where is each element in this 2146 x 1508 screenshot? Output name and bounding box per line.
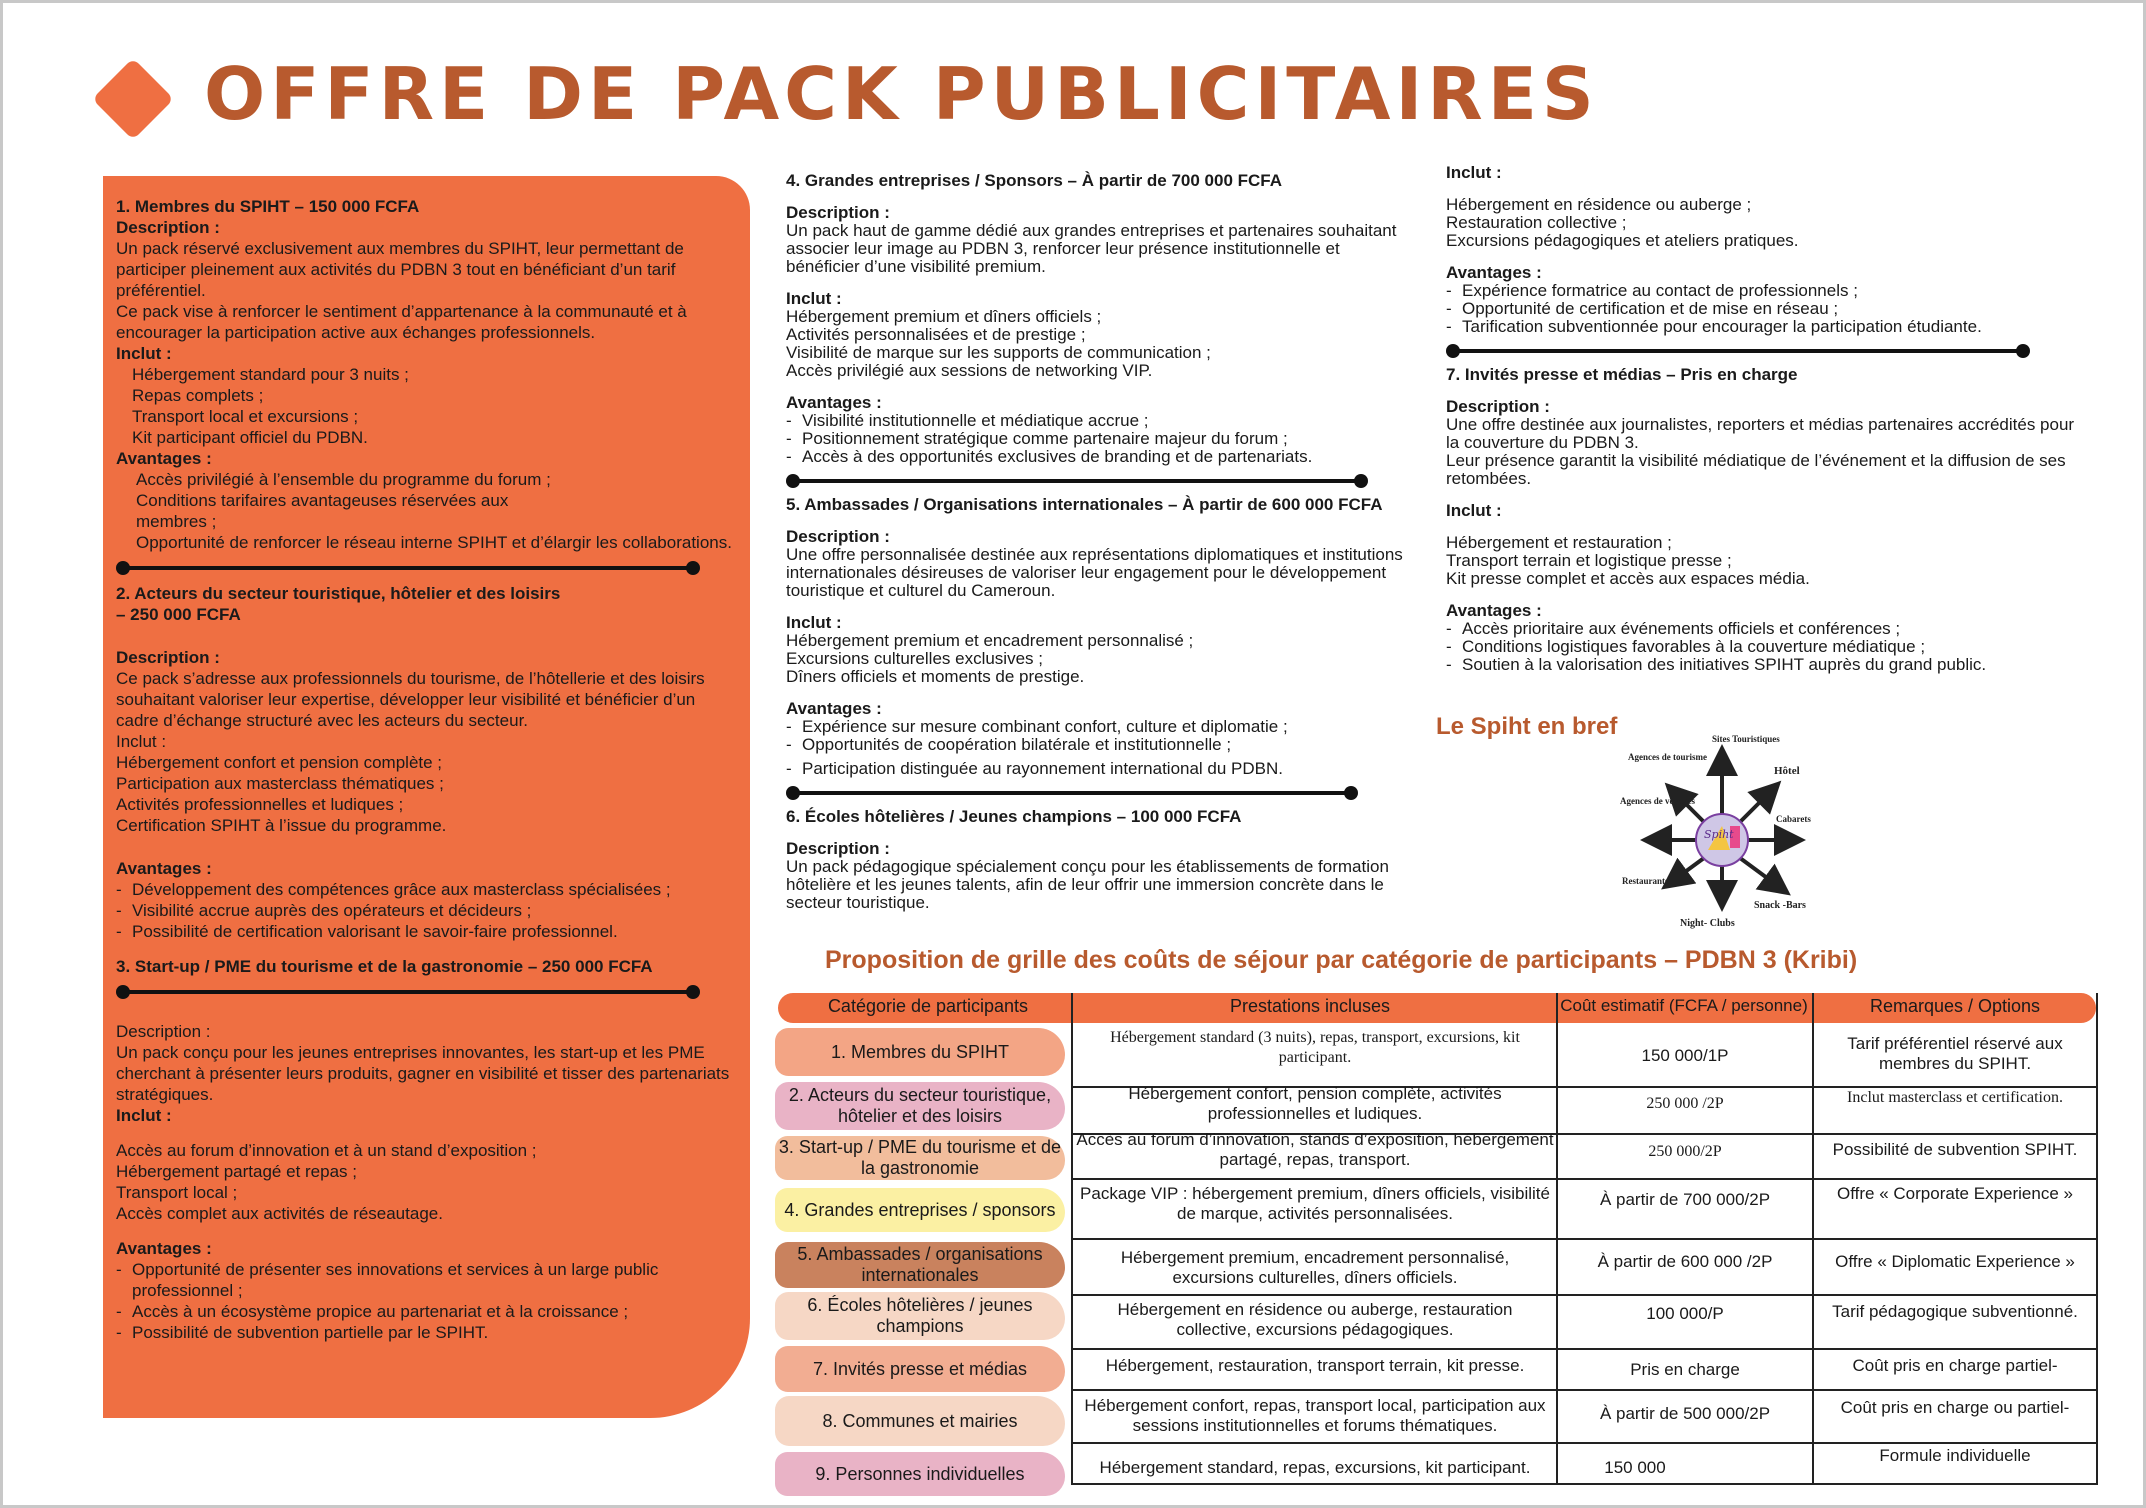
remarque-cell: Inclut masterclass et certification. (1847, 1089, 2063, 1106)
pack3-inclut-item: Accès au forum d’innovation et à un stand d’exposition ; (116, 1141, 537, 1160)
pack1-avantage-item: Accès privilégié à l’ensemble du programme du forum ; (136, 470, 551, 489)
pack3-avantage-item: - Opportunité de présenter ses innovations et services à un large public professionnel ; (116, 1259, 736, 1301)
category-cell: 6. Écoles hôtelières / jeunes champions (775, 1292, 1065, 1340)
separator (1446, 340, 2030, 362)
pack2-avantages-label: Avantages : (116, 859, 212, 878)
left-column (116, 196, 736, 1343)
grid-title: Proposition de grille des coûts de séjour par catégorie de participants – PDBN 3 (Kribi) (825, 946, 1858, 974)
pack1-inclut-item: Repas complets ; (132, 386, 264, 405)
pack7-desc1: Une offre destinée aux journalistes, reporters et médias partenaires accrédités pour la couverture du PDBN 3. (1446, 415, 2075, 452)
pack6-inclut-label: Inclut : (1446, 163, 1502, 182)
category-cell: 3. Start-up / PME du tourisme et de la gastronomie (775, 1136, 1065, 1180)
table-hline (1071, 1238, 2098, 1240)
pack5-inclut-item: Excursions culturelles exclusives ; (786, 649, 1043, 668)
pack7-desc-label: Description : (1446, 397, 1550, 416)
category-cell: 5. Ambassades / organisations internationales (775, 1242, 1065, 1288)
pack6-heading: 6. Écoles hôtelières / Jeunes champions – 100 000 FCFA (786, 807, 1242, 826)
label-agences-voyages: Agences de voyages (1620, 796, 1695, 806)
label-sites: Sites Touristiques (1712, 734, 1780, 744)
pack7-avantage-item: - Accès prioritaire aux événements officiels et conférences ; (1446, 620, 2086, 638)
pack6-inclut-item: Restauration collective ; (1446, 213, 1627, 232)
pack3-inclut-label: Inclut : (116, 1106, 172, 1125)
separator (786, 782, 1358, 804)
table-hline (1071, 1348, 2098, 1350)
header-prestations: Prestations incluses (1229, 996, 1391, 1016)
prestation-cell: Hébergement standard (3 nuits), repas, transport, excursions, kit participant. (1110, 1029, 1520, 1066)
remarque-cell: Formule individuelle (1879, 1446, 2031, 1465)
pack1-inclut-item: Transport local et excursions ; (132, 407, 359, 426)
cout-cell: À partir de 500 000/2P (1599, 1404, 1771, 1423)
category-cell: 7. Invités presse et médias (775, 1346, 1065, 1392)
pack2-avantage-item: - Possibilité de certification valorisant le savoir-faire professionnel. (116, 921, 736, 942)
label-hotel: Hôtel (1774, 765, 1800, 777)
pack7-inclut-item: Kit presse complet et accès aux espaces média. (1446, 569, 1810, 588)
pack5-avantages-label: Avantages : (786, 699, 882, 718)
middle-column (786, 172, 1416, 912)
header-categorie: Catégorie de participants (827, 996, 1029, 1016)
pack2-inclut-label: Inclut : (116, 732, 167, 751)
pack2-avantage-item: - Développement des compétences grâce aux masterclass spécialisées ; (116, 879, 736, 900)
pack6-avantage-item: - Tarification subventionnée pour encourager la participation étudiante. (1446, 318, 2086, 336)
pack1-avantages-label: Avantages : (116, 449, 212, 468)
pack5-inclut-item: Dîners officiels et moments de prestige. (786, 667, 1085, 686)
pack2-avantage-item: - Visibilité accrue auprès des opérateurs et décideurs ; (116, 900, 736, 921)
label-night: Night- Clubs (1680, 918, 1735, 929)
cout-cell: 150 000 (1604, 1458, 1666, 1477)
pack1-desc1: Un pack réservé exclusivement aux membres du SPIHT, leur permettant de participer pleinement aux activités du PDBN 3 tout en bénéficiant d’un tarif préférentiel. (116, 239, 684, 300)
table-hline (1071, 1294, 2098, 1296)
pack1-inclut-item: Kit participant officiel du PDBN. (132, 428, 368, 447)
pack2-desc-label: Description : (116, 648, 220, 667)
cout-cell: 250 000 /2P (1646, 1095, 1724, 1112)
pack1-avantage-item: Conditions tarifaires avantageuses réservées aux membres ; (136, 491, 509, 531)
pack4-desc-label: Description : (786, 203, 890, 222)
spiht-title: Le Spiht en bref (1436, 713, 1618, 740)
pack3-desc: Un pack conçu pour les jeunes entreprises innovantes, les start-up et les PME cherchant à présenter leurs produits, gagner en visibilité et tisser des partenariats stratégiques. (116, 1043, 730, 1104)
pack3-avantage-item: - Possibilité de subvention partielle par le SPIHT. (116, 1322, 736, 1343)
pack1-desc-label: Description : (116, 218, 220, 237)
prestation-cell: Hébergement confort, repas, transport local, participation aux sessions institutionnelles et forums thématiques. (1084, 1396, 1546, 1435)
pack5-heading: 5. Ambassades / Organisations internationales – À partir de 600 000 FCFA (786, 495, 1383, 514)
pack3-avantages-label: Avantages : (116, 1239, 212, 1258)
prestation-cell: Hébergement confort, pension complète, activités professionnelles et ludiques. (1128, 1084, 1502, 1123)
pack6-desc: Un pack pédagogique spécialement conçu pour les établissements de formation hôtelière et les jeunes talents, afin de leur offrir une immersion concrète dans le secteur touristique. (786, 857, 1389, 912)
pack2-desc: Ce pack s’adresse aux professionnels du tourisme, de l’hôtellerie et des loisirs souhaitant valoriser leur expertise, développer leur visibilité et bénéficier d’un cadre d’échange structuré avec les acteurs du secteur. (116, 669, 705, 730)
remarque-cell: Tarif préférentiel réservé aux membres du SPIHT. (1847, 1034, 2063, 1073)
pack6-avantages-label: Avantages : (1446, 263, 1542, 282)
pack1-avantage-item: Opportunité de renforcer le réseau interne SPIHT et d’élargir les collaborations. (136, 533, 732, 552)
pack4-avantage-item: - Visibilité institutionnelle et médiatique accrue ; (786, 412, 1416, 430)
pack6-inclut-item: Hébergement en résidence ou auberge ; (1446, 195, 1752, 214)
spiht-logo-text: Spiht (1704, 828, 1734, 841)
separator (116, 981, 700, 1003)
pack4-desc: Un pack haut de gamme dédié aux grandes entreprises et partenaires souhaitant associer leur image au PDBN 3, renforcer leur présence institutionnelle et bénéficier d’une visibilité premium. (786, 221, 1397, 276)
pack2-heading-price: – 250 000 FCFA (116, 605, 241, 624)
pack6-inclut-item: Excursions pédagogiques et ateliers pratiques. (1446, 231, 1799, 250)
pack7-avantage-item: - Conditions logistiques favorables à la couverture médiatique ; (1446, 638, 2086, 656)
pack1-heading: 1. Membres du SPIHT – 150 000 FCFA (116, 197, 420, 216)
prestation-cell: Hébergement, restauration, transport terrain, kit presse. (1105, 1356, 1525, 1375)
remarque-cell: Possibilité de subvention SPIHT. (1832, 1140, 2078, 1159)
page-title: OFFRE DE PACK PUBLICITAIRES (204, 52, 1599, 136)
pack4-inclut-item: Visibilité de marque sur les supports de communication ; (786, 343, 1211, 362)
pack3-inclut-item: Accès complet aux activités de réseautage. (116, 1204, 443, 1223)
prestation-cell: Hébergement en résidence ou auberge, restauration collective, excursions pédagogiques. (1117, 1300, 1513, 1339)
cout-cell: 150 000/1P (1641, 1046, 1729, 1065)
pack6-desc-label: Description : (786, 839, 890, 858)
pack3-inclut-item: Hébergement partagé et repas ; (116, 1162, 357, 1181)
pack4-avantage-item: - Positionnement stratégique comme partenaire majeur du forum ; (786, 430, 1416, 448)
pack4-inclut-item: Accès privilégié aux sessions de networking VIP. (786, 361, 1153, 380)
pack2-inclut-item: Hébergement confort et pension complète ; (116, 753, 443, 772)
pack7-inclut-item: Transport terrain et logistique presse ; (1446, 551, 1732, 570)
cout-cell: Pris en charge (1630, 1360, 1740, 1379)
remarque-cell: Tarif pédagogique subventionné. (1832, 1302, 2078, 1321)
pack5-avantage-item: - Participation distinguée au rayonnement international du PDBN. (786, 760, 1416, 778)
pack2-inclut-item: Activités professionnelles et ludiques ; (116, 795, 404, 814)
cout-cell: 100 000/P (1646, 1304, 1724, 1323)
category-cell: 1. Membres du SPIHT (775, 1028, 1065, 1076)
prestation-cell: Hébergement premium, encadrement personnalisé, excursions culturelles, dîners officiels. (1120, 1248, 1510, 1287)
spiht-diagram (1580, 730, 1840, 930)
pack3-desc-label: Description : (116, 1022, 211, 1041)
cout-cell: À partir de 600 000 /2P (1597, 1252, 1773, 1271)
pack7-desc2: Leur présence garantit la visibilité médiatique de l’événement et la diffusion de ses retombées. (1446, 451, 2066, 488)
category-cell: 4. Grandes entreprises / sponsors (775, 1188, 1065, 1232)
remarque-cell: Offre « Diplomatic Experience » (1835, 1252, 2075, 1271)
header-cout: Coût estimatif (FCFA / personne) (1560, 996, 1808, 1015)
category-cell: 9. Personnes individuelles (775, 1452, 1065, 1496)
remarque-cell: Offre « Corporate Experience » (1837, 1184, 2073, 1203)
right-column (1446, 164, 2086, 674)
label-restaurants: Restaurants (1622, 876, 1669, 886)
category-cell: 2. Acteurs du secteur touristique, hôtelier et des loisirs (775, 1082, 1065, 1130)
pack7-avantage-item: - Soutien à la valorisation des initiatives SPIHT auprès du grand public. (1446, 656, 2086, 674)
pack5-avantage-item: - Opportunités de coopération bilatérale et institutionnelle ; (786, 736, 1416, 754)
table-hline (1071, 1483, 2098, 1485)
pack4-heading: 4. Grandes entreprises / Sponsors – À partir de 700 000 FCFA (786, 171, 1283, 190)
pack3-inclut-item: Transport local ; (116, 1183, 238, 1202)
pack7-inclut-label: Inclut : (1446, 501, 1502, 520)
label-cabarets: Cabarets (1776, 814, 1811, 824)
pack1-desc2: Ce pack vise à renforcer le sentiment d’appartenance à la communauté et à encourager la participation active aux échanges professionnels. (116, 302, 687, 342)
pack1-inclut-item: Hébergement standard pour 3 nuits ; (132, 365, 409, 384)
label-agences-tourisme: Agences de tourisme (1628, 752, 1707, 762)
prestation-cell: Package VIP : hébergement premium, dîners officiels, visibilité de marque, activités personnalisées. (1080, 1184, 1550, 1223)
pack4-inclut-label: Inclut : (786, 289, 842, 308)
category-cell: 8. Communes et mairies (775, 1396, 1065, 1446)
pack2-heading: 2. Acteurs du secteur touristique, hôtelier et des loisirs (116, 584, 561, 603)
pack5-desc: Une offre personnalisée destinée aux représentations diplomatiques et institutions internationales désireuses de valoriser leur engagement pour le développement touristique et culturel du Cameroun. (786, 545, 1403, 600)
pack2-inclut-item: Participation aux masterclass thématiques ; (116, 774, 444, 793)
pack5-avantage-item: - Expérience sur mesure combinant confort, culture et diplomatie ; (786, 718, 1416, 736)
header-remarques: Remarques / Options (1869, 996, 2041, 1016)
cout-cell: 250 000/2P (1648, 1143, 1722, 1160)
pack5-inclut-item: Hébergement premium et encadrement personnalisé ; (786, 631, 1194, 650)
pack6-avantage-item: - Opportunité de certification et de mise en réseau ; (1446, 300, 2086, 318)
pack7-heading: 7. Invités presse et médias – Pris en charge (1446, 365, 1798, 384)
pack4-inclut-item: Activités personnalisées et de prestige ; (786, 325, 1086, 344)
pack5-desc-label: Description : (786, 527, 890, 546)
prestation-cell: Hébergement standard, repas, excursions, kit participant. (1099, 1458, 1531, 1477)
pack1-inclut-label: Inclut : (116, 344, 172, 363)
separator (116, 557, 700, 579)
remarque-cell: Coût pris en charge ou partiel- (1840, 1398, 2070, 1417)
pack3-heading: 3. Start-up / PME du tourisme et de la gastronomie – 250 000 FCFA (116, 957, 653, 976)
pack4-avantages-label: Avantages : (786, 393, 882, 412)
table-hline (1071, 1442, 2098, 1444)
pack4-inclut-item: Hébergement premium et dîners officiels ; (786, 307, 1102, 326)
pack4-avantage-item: - Accès à des opportunités exclusives de branding et de partenariats. (786, 448, 1416, 466)
separator (786, 470, 1368, 492)
pack7-avantages-label: Avantages : (1446, 601, 1542, 620)
pack2-inclut-item: Certification SPIHT à l’issue du programme. (116, 816, 447, 835)
pack3-avantage-item: - Accès à un écosystème propice au partenariat et à la croissance ; (116, 1301, 736, 1322)
table-hline (1071, 1389, 2098, 1391)
pack5-inclut-label: Inclut : (786, 613, 842, 632)
pack6-avantage-item: - Expérience formatrice au contact de professionnels ; (1446, 282, 2086, 300)
prestation-cell: Accès au forum d’innovation, stands d’exposition, hébergement partagé, repas, transport. (1076, 1130, 1554, 1169)
cout-cell: À partir de 700 000/2P (1599, 1190, 1771, 1209)
table-hline (1071, 1178, 2098, 1180)
remarque-cell: Coût pris en charge partiel- (1852, 1356, 2058, 1375)
pack7-inclut-item: Hébergement et restauration ; (1446, 533, 1672, 552)
label-snack: Snack -Bars (1754, 900, 1806, 911)
